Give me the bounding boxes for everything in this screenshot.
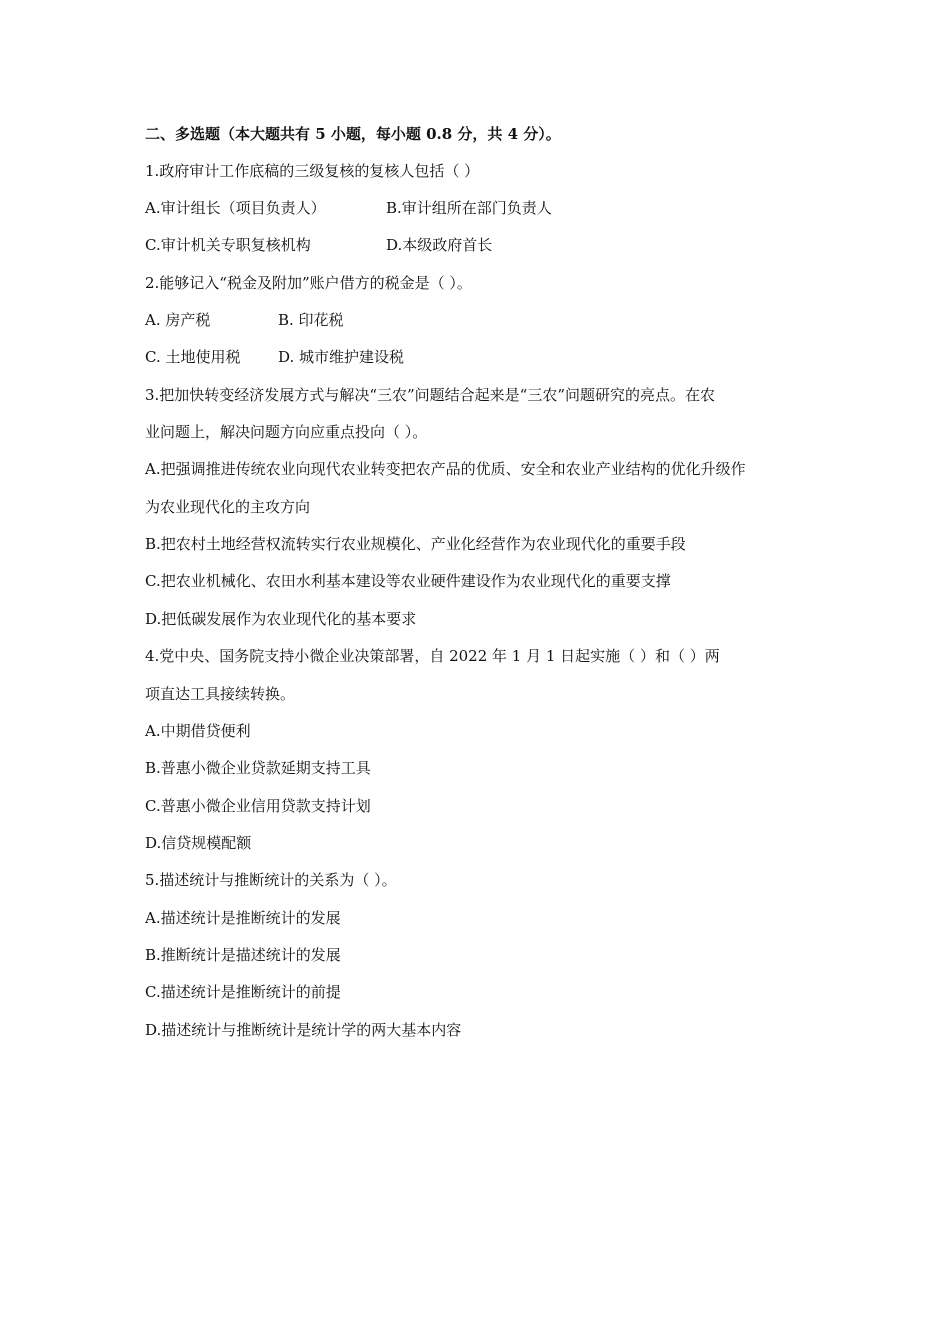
question-3-option-d: D.把低碳发展作为农业现代化的基本要求 (145, 610, 417, 628)
question-2-option-d: D. 城市维护建设税 (278, 348, 405, 366)
question-4-stem-line-1: 4.党中央、国务院支持小微企业决策部署，自 2022 年 1 月 1 日起实施（ ）和（ ）两 (145, 647, 720, 665)
question-2-option-b: B. 印花税 (278, 311, 344, 329)
question-3-option-b: B.把农村土地经营权流转实行农业规模化、产业化经营作为农业现代化的重要手段 (145, 535, 686, 553)
question-4-stem-line-2: 项直达工具接续转换。 (145, 685, 296, 703)
question-5-option-c: C.描述统计是推断统计的前提 (145, 983, 341, 1001)
question-4-option-c: C.普惠小微企业信用贷款支持计划 (145, 797, 371, 815)
question-1-option-b: B.审计组所在部门负责人 (386, 199, 552, 217)
question-4-option-a: A.中期借贷便利 (145, 722, 251, 740)
question-2-stem: 2.能够记入“税金及附加”账户借方的税金是（ ）。 (145, 274, 472, 292)
question-5-option-d: D.描述统计与推断统计是统计学的两大基本内容 (145, 1021, 462, 1039)
question-5-option-a: A.描述统计是推断统计的发展 (145, 909, 341, 927)
question-2-option-a: A. 房产税 (145, 311, 211, 329)
question-1-option-c: C.审计机关专职复核机构 (145, 236, 311, 254)
question-4-option-b: B.普惠小微企业贷款延期支持工具 (145, 759, 371, 777)
question-5-option-b: B.推断统计是描述统计的发展 (145, 946, 341, 964)
question-3-option-a-line-2: 为农业现代化的主攻方向 (145, 498, 311, 516)
question-3-option-c: C.把农业机械化、农田水利基本建设等农业硬件建设作为农业现代化的重要支撑 (145, 572, 671, 590)
question-1-option-a: A.审计组长（项目负责人） (145, 199, 326, 217)
question-3-stem-line-2: 业问题上，解决问题方向应重点投向（ ）。 (145, 423, 428, 441)
question-1-option-d: D.本级政府首长 (386, 236, 493, 254)
question-2-option-c: C. 土地使用税 (145, 348, 241, 366)
question-4-option-d: D.信贷规模配额 (145, 834, 252, 852)
section-heading: 二、多选题（本大题共有 5 小题，每小题 0.8 分，共 4 分）。 (145, 125, 561, 143)
question-3-option-a-line-1: A.把强调推进传统农业向现代农业转变把农产品的优质、安全和农业产业结构的优化升级作 (145, 460, 746, 478)
question-3-stem-line-1: 3.把加快转变经济发展方式与解决“三农”问题结合起来是“三农”问题研究的亮点。在农 (145, 386, 715, 404)
question-1-stem: 1.政府审计工作底稿的三级复核的复核人包括（ ） (145, 162, 480, 180)
question-5-stem: 5.描述统计与推断统计的关系为（ ）。 (145, 871, 397, 889)
